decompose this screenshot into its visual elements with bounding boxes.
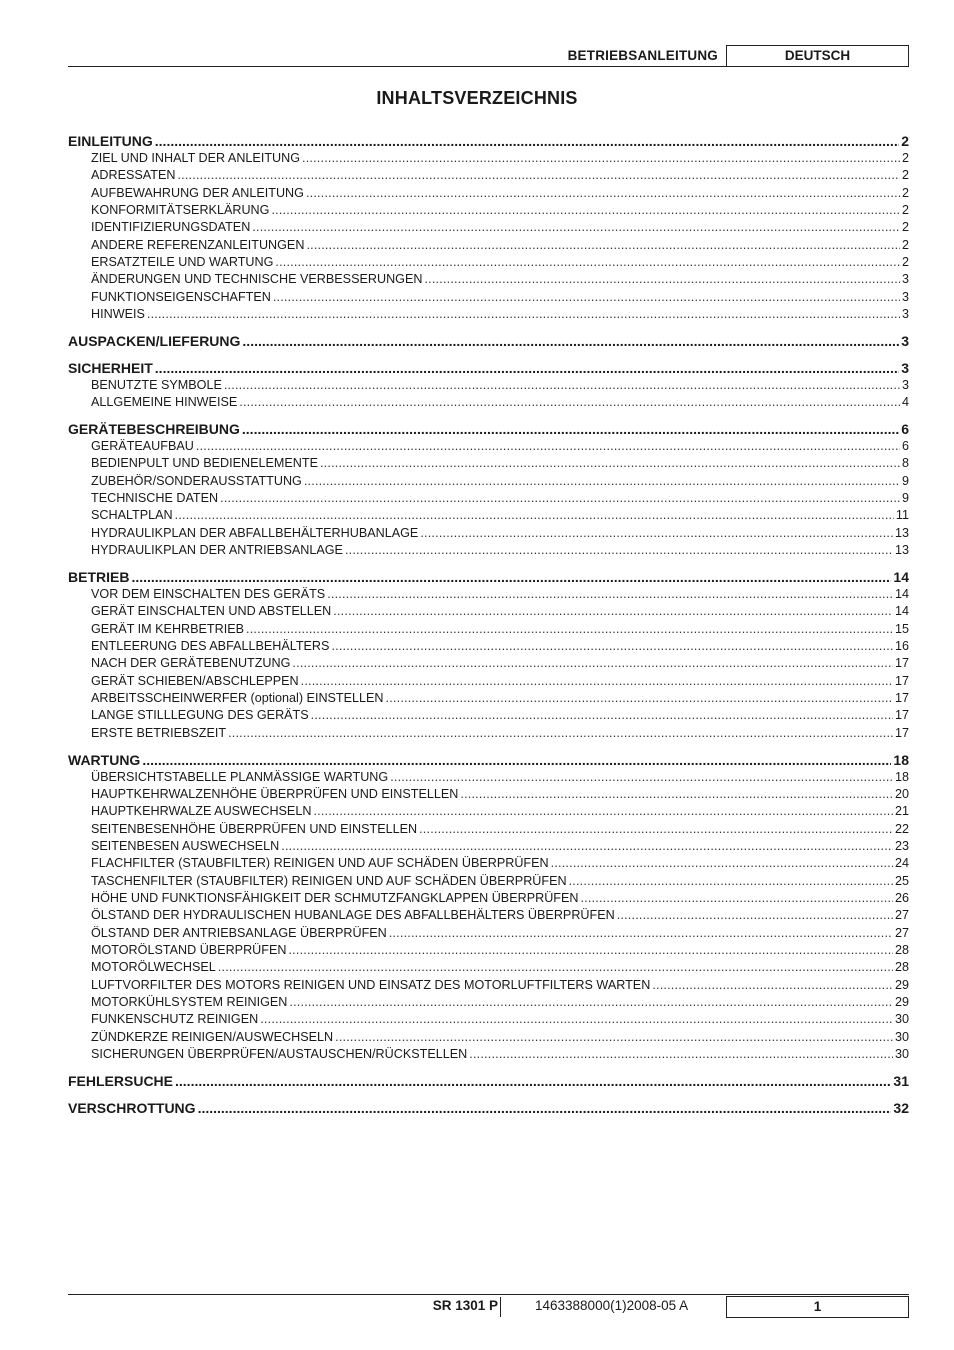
toc-entry-label: BEDIENPULT UND BEDIENELEMENTE [91,456,318,471]
toc-section [68,569,909,742]
dot-leader [460,786,893,803]
toc-chapter[interactable] [68,1100,909,1117]
dot-leader [260,1011,893,1028]
toc-chapter-label: VERSCHROTTUNG [68,1099,196,1116]
page-title: INHALTSVERZEICHNIS [376,88,578,108]
dot-leader [292,655,893,672]
toc-entry-label: HYDRAULIKPLAN DER ABFALLBEHÄLTERHUBANLAGE [91,525,419,540]
toc-entry-page: 21 [894,804,909,819]
page-footer [68,1294,909,1324]
toc-entry-page: 15 [894,621,909,636]
dot-leader [242,421,899,438]
toc-entry[interactable] [68,254,909,271]
toc-entry-label: LANGE STILLLEGUNG DES GERÄTS [91,708,309,723]
dot-leader [569,873,893,890]
toc-entry[interactable] [68,237,909,254]
dot-leader [335,1029,893,1046]
toc-chapter-label: EINLEITUNG [68,133,153,149]
toc-chapter[interactable] [68,569,909,586]
footer-document-code: 1463388000(1)2008-05 A [535,1298,689,1313]
toc-entry-page: 18 [894,769,909,784]
toc-entry-label: ALLGEMEINE HINWEISE [91,394,238,409]
toc-entry[interactable] [68,803,909,820]
footer-page-number: 1 [726,1296,909,1318]
toc-entry-page: 22 [894,821,909,836]
toc-entry-page: 17 [894,725,909,740]
toc-entry-label: ÖLSTAND DER HYDRAULISCHEN HUBANLAGE DES ABFALLBEHÄLTERS ÜBERPRÜFEN [91,908,615,923]
toc-entry-label: VOR DEM EINSCHALTEN DES GERÄTS [91,586,326,601]
toc-entry-label: ÜBERSICHTSTABELLE PLANMÄSSIGE WARTUNG [91,769,389,784]
dot-leader [469,1046,893,1063]
toc-entry-page: 2 [901,255,909,270]
toc-entry-page: 24 [894,856,909,871]
toc-chapter[interactable] [68,1073,909,1090]
toc-entry[interactable] [68,525,909,542]
toc-chapter[interactable] [68,360,909,377]
toc-section [68,1073,909,1090]
toc-entry-page: 17 [894,690,909,705]
toc-entry-label: HÖHE UND FUNKTIONSFÄHIGKEIT DER SCHMUTZFANGKLAPPEN ÜBERPRÜFEN [91,891,579,905]
toc-entry-label: FUNKENSCHUTZ REINIGEN [91,1012,259,1027]
toc-entry[interactable] [68,490,909,507]
toc-entry-label: AUFBEWAHRUNG DER ANLEITUNG [91,185,304,200]
toc-entry[interactable] [68,994,909,1011]
dot-leader [147,306,900,323]
toc-entry-label: ZUBEHÖR/SONDERAUSSTATTUNG [91,473,302,488]
toc-entry-page: 2 [901,185,909,200]
toc-entry-page: 2 [901,237,909,252]
toc-entry-label: BENUTZTE SYMBOLE [91,377,222,392]
toc-entry-label: FLACHFILTER (STAUBFILTER) REINIGEN UND AUF SCHÄDEN ÜBERPRÜFEN [91,856,549,871]
toc-entry[interactable] [68,306,909,323]
dot-leader [228,725,893,742]
toc-entry-label: FUNKTIONSEIGENSCHAFTEN [91,289,271,304]
toc-section [68,360,909,412]
dot-leader [196,438,900,455]
dot-leader [220,490,900,507]
dot-leader [652,977,893,994]
toc-entry-label: ERSATZTEILE UND WARTUNG [91,255,274,270]
toc-chapter-page: 14 [893,568,909,585]
footer-model: SR 1301 P [432,1298,498,1313]
toc-entry[interactable] [68,542,909,559]
toc-entry-label: SICHERUNGEN ÜBERPRÜFEN/AUSTAUSCHEN/RÜCKSTELLEN [91,1047,468,1062]
toc-entry-label: MOTORÖLSTAND ÜBERPRÜFEN [91,943,287,958]
dot-leader [224,377,900,394]
toc-entry-label: LUFTVORFILTER DES MOTORS REINIGEN UND EINSATZ DES MOTORLUFTFILTERS WARTEN [91,977,651,992]
dot-leader [320,455,900,472]
toc-entry[interactable] [68,890,909,907]
toc-chapter-page: 31 [893,1073,909,1090]
dot-leader [311,707,893,724]
toc-entry[interactable] [68,638,909,655]
dot-leader [331,638,893,655]
toc-entry[interactable] [68,769,909,786]
toc-entry-label: GERÄTEAUFBAU [91,438,194,453]
dot-leader [333,603,893,620]
toc-entry-page: 4 [901,394,909,409]
toc-chapter-label: FEHLERSUCHE [68,1073,174,1090]
dot-leader [306,237,900,254]
dot-leader [242,333,899,350]
toc-entry-label: SEITENBESENHÖHE ÜBERPRÜFEN UND EINSTELLEN [91,821,418,836]
toc-entry-label: IDENTIFIZIERUNGSDATEN [91,220,251,235]
dot-leader [271,202,900,219]
toc-entry[interactable] [68,673,909,690]
toc-chapter-label: AUSPACKEN/LIEFERUNG [68,333,241,350]
toc-entry-label: TECHNISCHE DATEN [91,490,219,505]
toc-entry[interactable] [68,621,909,638]
toc-entry-page: 13 [894,542,909,557]
footer-separator [500,1297,501,1317]
toc-entry[interactable] [68,603,909,620]
toc-entry-page: 2 [901,168,909,183]
toc-entry-page: 30 [894,1012,909,1027]
toc-entry-page: 26 [894,891,909,905]
dot-leader [419,821,893,838]
toc-entry-page: 9 [901,490,909,505]
toc-entry-page: 27 [894,925,909,940]
toc-entry-page: 8 [901,456,909,471]
toc-section [68,752,909,1064]
toc-entry-label: HAUPTKEHRWALZE AUSWECHSELN [91,804,312,819]
toc-chapter[interactable] [68,333,909,350]
dot-leader [288,942,893,959]
toc-entry-label: HINWEIS [91,307,145,322]
toc-entry[interactable] [68,377,909,394]
toc-chapter-label: SICHERHEIT [68,359,153,376]
toc-entry[interactable] [68,394,909,411]
toc-entry[interactable] [68,455,909,472]
toc-entry-label: ANDERE REFERENZANLEITUNGEN [91,237,305,252]
toc-entry-label: ZIEL UND INHALT DER ANLEITUNG [91,151,301,165]
dot-leader [345,542,893,559]
toc-entry-page: 14 [894,586,909,601]
dot-leader [281,838,893,855]
toc-entry[interactable] [68,690,909,707]
toc-entry[interactable] [68,507,909,524]
toc-entry[interactable] [68,473,909,490]
toc-entry-page: 14 [894,604,909,619]
dot-leader [302,150,900,167]
toc-entry-page: 3 [901,377,909,392]
toc-entry[interactable] [68,289,909,306]
toc-entry-page: 27 [894,908,909,923]
toc-entry-page: 2 [901,220,909,235]
toc-entry[interactable] [68,821,909,838]
toc-chapter[interactable] [68,752,909,769]
toc-entry-page: 28 [894,960,909,975]
dot-leader [306,185,900,202]
toc-entry-label: GERÄT SCHIEBEN/ABSCHLEPPEN [91,673,299,688]
dot-leader [389,925,893,942]
toc-entry-label: ÖLSTAND DER ANTRIEBSANLAGE ÜBERPRÜFEN [91,925,387,940]
dot-leader [198,1100,892,1117]
dot-leader [175,1073,891,1090]
toc-entry[interactable] [68,942,909,959]
toc-entry[interactable] [68,873,909,890]
header-manual-label: BETRIEBSANLEITUNG [567,48,718,63]
toc-entry-page: 6 [901,438,909,453]
toc-entry[interactable] [68,855,909,872]
toc-entry-page: 17 [894,708,909,723]
toc-entry-page: 2 [901,203,909,218]
toc-chapter-page: 18 [893,751,909,768]
dot-leader [155,360,899,377]
toc-entry-page: 29 [894,995,909,1010]
dot-leader [617,907,893,924]
toc-entry-page: 3 [901,307,909,322]
toc-chapter-page: 2 [901,133,909,149]
toc-entry-label: HYDRAULIKPLAN DER ANTRIEBSANLAGE [91,542,343,557]
toc-entry-page: 17 [894,656,909,671]
toc-entry[interactable] [68,655,909,672]
toc-entry-page: 13 [894,525,909,540]
page-header [68,45,909,67]
toc-entry-label: ERSTE BETRIEBSZEIT [91,725,227,740]
toc-entry[interactable] [68,1029,909,1046]
toc-chapter-label: BETRIEB [68,568,130,585]
dot-leader [580,890,893,907]
dot-leader [386,690,893,707]
toc-chapter-page: 3 [901,359,909,376]
toc-entry-label: SEITENBESEN AUSWECHSELN [91,838,280,853]
dot-leader [390,769,893,786]
toc-chapter-page: 6 [901,420,909,437]
dot-leader [177,167,900,184]
toc-entry-page: 23 [894,838,909,853]
toc-entry-page: 3 [901,289,909,304]
toc-entry-label: KONFORMITÄTSERKLÄRUNG [91,203,270,218]
toc-entry-page: 16 [894,638,909,653]
toc-entry-label: MOTORKÜHLSYSTEM REINIGEN [91,995,288,1010]
toc-entry-label: TASCHENFILTER (STAUBFILTER) REINIGEN UND AUF SCHÄDEN ÜBERPRÜFEN [91,873,567,888]
toc-section [68,421,909,559]
footer-rule [68,1294,909,1295]
toc-chapter[interactable] [68,421,909,438]
dot-leader [131,569,891,586]
toc-entry[interactable] [68,271,909,288]
toc-entry[interactable] [68,838,909,855]
toc-entry[interactable] [68,786,909,803]
toc-entry-page: 29 [894,977,909,992]
toc-entry[interactable] [68,959,909,976]
toc-entry-page: 11 [895,508,909,523]
toc-entry-page: 30 [894,1047,909,1062]
toc-entry-label: ZÜNDKERZE REINIGEN/AUSWECHSELN [91,1029,334,1044]
toc-entry[interactable] [68,907,909,924]
header-language-box: DEUTSCH [726,45,909,67]
dot-leader [246,621,893,638]
toc-entry-label: GERÄT EINSCHALTEN UND ABSTELLEN [91,604,332,619]
toc-entry[interactable] [68,185,909,202]
dot-leader [275,254,900,271]
toc-entry-label: MOTORÖLWECHSEL [91,960,216,975]
toc-entry-label: SCHALTPLAN [91,508,173,523]
toc-entry-label: ENTLEERUNG DES ABFALLBEHÄLTERS [91,638,330,653]
dot-leader [304,473,900,490]
toc-entry[interactable] [68,707,909,724]
toc-entry[interactable] [68,725,909,742]
toc-entry-page: 30 [894,1029,909,1044]
dot-leader [301,673,893,690]
toc-section [68,333,909,350]
toc-chapter-page: 3 [901,333,909,350]
dot-leader [420,525,893,542]
toc-entry-page: 28 [894,943,909,958]
dot-leader [424,271,900,288]
toc-entry[interactable] [68,202,909,219]
toc-entry-page: 17 [894,673,909,688]
toc-entry[interactable] [68,438,909,455]
dot-leader [273,289,900,306]
toc-entry[interactable] [68,586,909,603]
toc-entry-label: ADRESSATEN [91,168,176,183]
dot-leader [313,803,893,820]
toc-chapter-label: GERÄTEBESCHREIBUNG [68,420,240,437]
toc-entry-page: 3 [901,272,909,287]
dot-leader [239,394,900,411]
toc-entry-label: ÄNDERUNGEN UND TECHNISCHE VERBESSERUNGEN [91,272,423,287]
dot-leader [142,752,891,769]
toc-entry-label: GERÄT IM KEHRBETRIEB [91,621,245,636]
toc-entry-page: 20 [894,786,909,801]
toc-entry-page: 9 [901,473,909,488]
toc-entry-page: 25 [894,873,909,888]
toc-section [68,133,909,323]
dot-leader [218,959,893,976]
toc-chapter-label: WARTUNG [68,751,141,768]
toc-entry-label: NACH DER GERÄTEBENUTZUNG [91,656,291,671]
toc-entry[interactable] [68,925,909,942]
toc-entry[interactable] [68,1046,909,1063]
dot-leader [289,994,893,1011]
toc-entry[interactable] [68,1011,909,1028]
dot-leader [155,133,899,150]
dot-leader [551,855,893,872]
table-of-contents [68,133,909,1126]
dot-leader [252,219,900,236]
toc-entry[interactable] [68,219,909,236]
toc-entry[interactable] [68,167,909,184]
toc-entry-label: ARBEITSSCHEINWERFER (optional) EINSTELLEN [91,690,384,705]
toc-section [68,1100,909,1117]
dot-leader [327,586,893,603]
toc-chapter[interactable] [68,133,909,150]
toc-entry[interactable] [68,150,909,167]
toc-chapter-page: 32 [893,1099,909,1116]
toc-entry-label: HAUPTKEHRWALZENHÖHE ÜBERPRÜFEN UND EINSTELLEN [91,786,459,801]
toc-entry-page: 2 [901,151,909,165]
dot-leader [175,507,894,524]
toc-entry[interactable] [68,977,909,994]
